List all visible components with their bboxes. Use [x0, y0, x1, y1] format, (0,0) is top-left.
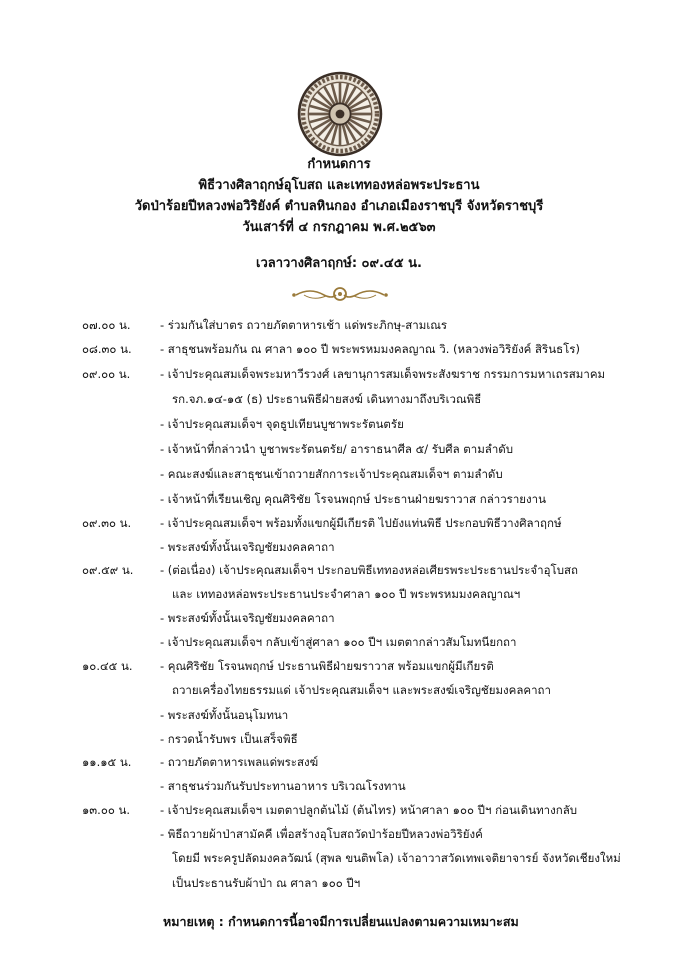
schedule-item: - ถวายภัตตาหารเพลแด่พระสงฆ์	[160, 755, 319, 769]
schedule-time: ๐๘.๓๐ น.	[82, 342, 132, 356]
schedule-item: - พระสงฆ์ทั้งนั้นเจริญชัยมงคลคาถา	[160, 540, 335, 554]
schedule-item: - เจ้าหน้าที่กล่าวนำ บูชาพระรัตนตรัย/ อาราธนาศีล ๕/ รับศีล ตามลำดับ	[160, 442, 514, 456]
schedule-time: ๐๙.๐๐ น.	[82, 367, 131, 381]
schedule-item: - เจ้าประคุณสมเด็จฯ พร้อมทั้งแขกผู้มีเกียรติ ไปยังแท่นพิธี ประกอบพิธีวางศิลาฤกษ์	[160, 516, 562, 530]
remark-note: หมายเหตุ : กำหนดการนี้อาจมีการเปลี่ยนแปลงตามความเหมาะสม	[163, 914, 519, 929]
heading-stone-time: เวลาวางศิลาฤกษ์: ๐๙.๔๕ น.	[256, 256, 422, 271]
heading-ceremony: พิธีวางศิลาฤกษ์อุโบสถ และเททองหล่อพระประธาน	[198, 178, 480, 193]
schedule-item: - พระสงฆ์ทั้งนั้นเจริญชัยมงคลคาถา	[160, 611, 335, 625]
schedule-item: - เจ้าประคุณสมเด็จฯ กลับเข้าสู่ศาลา ๑๐๐ ปีฯ เมตตากล่าวสัมโมทนียกถา	[160, 635, 517, 649]
heading-date: วันเสาร์ที่ ๔ กรกฎาคม พ.ศ.๒๕๖๓	[242, 220, 436, 235]
schedule-time: ๑๓.๐๐ น.	[82, 803, 131, 817]
schedule-time: ๐๙.๓๐ น.	[82, 516, 132, 530]
heading-title: กำหนดการ	[307, 157, 371, 172]
schedule-item: - คณะสงฆ์และสาธุชนเข้าถวายสักการะเจ้าประคุณสมเด็จฯ ตามลำดับ	[160, 467, 503, 481]
schedule-item: - คุณศิริชัย โรจนพฤกษ์ ประธานพิธีฝ่ายฆราวาส พร้อมแขกผู้มีเกียรติ	[160, 659, 494, 673]
schedule-item: - ร่วมกันใส่บาตร ถวายภัตตาหารเช้า แด่พระภิกษุ-สามเณร	[160, 318, 448, 332]
schedule-item: ถวายเครื่องไทยธรรมแด่ เจ้าประคุณสมเด็จฯ และพระสงฆ์เจริญชัยมงคลคาถา	[172, 683, 551, 697]
schedule-time: ๑๑.๑๕ น.	[82, 755, 132, 769]
schedule-item: - พระสงฆ์ทั้งนั้นอนุโมทนา	[160, 708, 289, 722]
schedule-item: เป็นประธานรับผ้าป่า ณ ศาลา ๑๐๐ ปีฯ	[172, 876, 361, 890]
heading-temple: วัดป่าร้อยปีหลวงพ่อวิริยังค์ ตำบลหินกอง อำเภอเมืองราชบุรี จังหวัดราชบุรี	[134, 199, 544, 214]
schedule-item: - เจ้าหน้าที่เรียนเชิญ คุณศิริชัย โรจนพฤกษ์ ประธานฝ่ายฆราวาส กล่าวรายงาน	[160, 492, 546, 506]
schedule-item: - สาธุชนร่วมกันรับประทานอาหาร บริเวณโรงทาน	[160, 779, 406, 793]
dharma-wheel-icon	[296, 70, 384, 158]
schedule-time: ๑๐.๔๕ น.	[82, 659, 133, 673]
schedule-time: ๐๙.๕๙ น.	[82, 563, 134, 577]
schedule-item: - พิธีถวายผ้าป่าสามัคคี เพื่อสร้างอุโบสถวัดป่าร้อยปีหลวงพ่อวิริยังค์	[160, 827, 483, 841]
schedule-item: - เจ้าประคุณสมเด็จพระมหาวีรวงศ์ เลขานุการสมเด็จพระสังฆราช กรรมการมหาเถรสมาคม	[160, 367, 606, 381]
schedule-item: - เจ้าประคุณสมเด็จฯ จุดธูปเทียนบูชาพระรัตนตรัย	[160, 417, 404, 431]
schedule-item: - สาธุชนพร้อมกัน ณ ศาลา ๑๐๐ ปี พระพรหมมงคลญาณ วิ. (หลวงพ่อวิริยังค์ สิรินธโร)	[160, 342, 580, 356]
schedule-item: และ เททองหล่อพระประธานประจำศาลา ๑๐๐ ปี พระพรหมมงคลญาณฯ	[172, 587, 521, 601]
schedule-item: - เจ้าประคุณสมเด็จฯ เมตตาปลูกต้นไม้ (ต้นไทร) หน้าศาลา ๑๐๐ ปีฯ ก่อนเดินทางกลับ	[160, 803, 578, 817]
schedule-item: - (ต่อเนื่อง) เจ้าประคุณสมเด็จฯ ประกอบพิธีเททองหล่อเศียรพระประธานประจำอุโบสถ	[160, 563, 578, 577]
schedule-item: - กรวดน้ำรับพร เป็นเสร็จพิธี	[160, 732, 298, 746]
ornament-divider-icon	[290, 281, 390, 309]
schedule-item: รก.จภ.๑๔-๑๕ (ธ) ประธานพิธีฝ่ายสงฆ์ เดินทางมาถึงบริเวณพิธี	[172, 392, 482, 406]
schedule-item: โดยมี พระครูปลัดมงคลวัฒน์ (สุพล ขนติพโล) เจ้าอาวาสวัดเทพเจติยาจารย์ จังหวัดเชียงใหม่	[172, 851, 621, 865]
schedule-time: ๐๗.๐๐ น.	[82, 318, 131, 332]
